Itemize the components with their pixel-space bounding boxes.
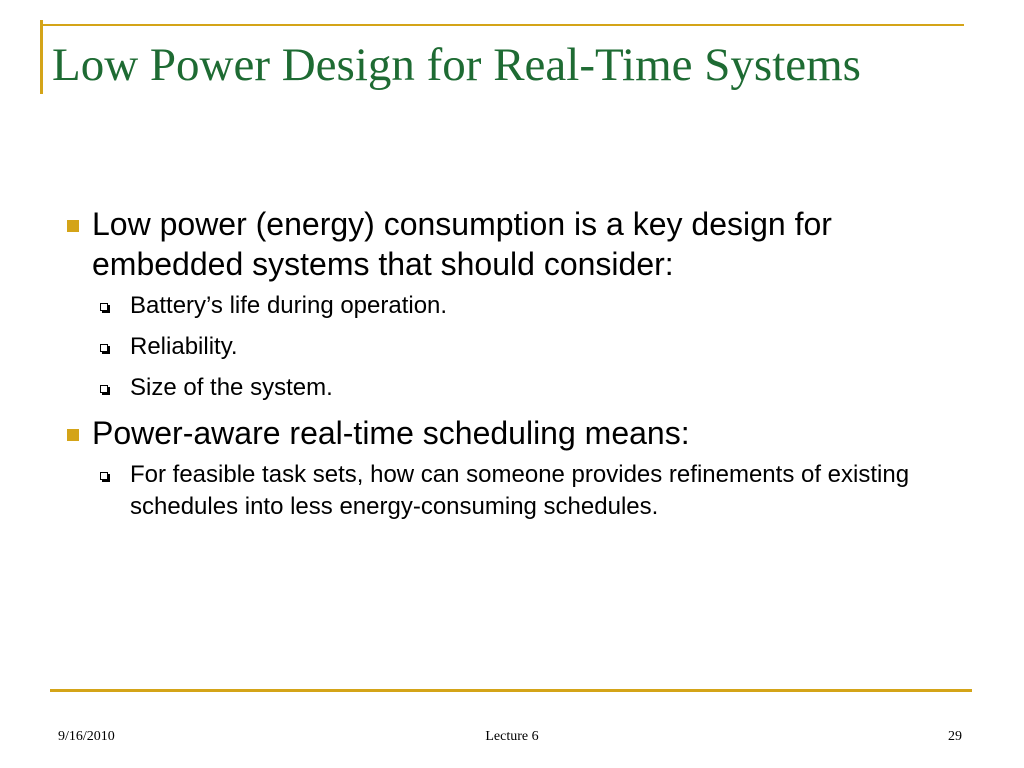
- sub-bullet-text: For feasible task sets, how can someone provides refinements of existing schedules into less energy-consuming schedules.: [130, 461, 910, 520]
- hollow-square-bullet-icon: [100, 344, 108, 352]
- filled-square-bullet-icon: [67, 429, 79, 441]
- sub-bullet-list: [60, 459, 960, 523]
- sub-bullet-item: [60, 331, 960, 363]
- bullet-item: [60, 413, 960, 453]
- hollow-square-bullet-icon: [100, 472, 108, 480]
- title-top-rule: [42, 24, 964, 26]
- bullet-item: [60, 204, 960, 284]
- slide-content: [60, 204, 960, 532]
- footer-lecture: Lecture 6: [485, 729, 539, 744]
- footer-date: 9/16/2010: [58, 729, 115, 744]
- hollow-square-bullet-icon: [100, 303, 108, 311]
- sub-bullet-item: [60, 290, 960, 322]
- sub-bullet-list: [60, 290, 960, 404]
- sub-bullet-item: [60, 372, 960, 404]
- sub-bullet-text: Battery’s life during operation.: [130, 292, 448, 319]
- sub-bullet-item: [60, 459, 960, 523]
- hollow-square-bullet-icon: [100, 385, 108, 393]
- sub-bullet-text: Size of the system.: [130, 374, 333, 401]
- sub-bullet-text: Reliability.: [130, 333, 238, 360]
- bullet-text: Low power (energy) consumption is a key design for embedded systems that should consider:: [92, 206, 832, 282]
- slide-title: Low Power Design for Real-Time Systems: [52, 39, 861, 91]
- footer-rule: [50, 689, 972, 692]
- title-left-rule: [40, 20, 43, 94]
- bullet-text: Power-aware real-time scheduling means:: [92, 415, 690, 451]
- slide-number: 29: [948, 729, 962, 744]
- filled-square-bullet-icon: [67, 220, 79, 232]
